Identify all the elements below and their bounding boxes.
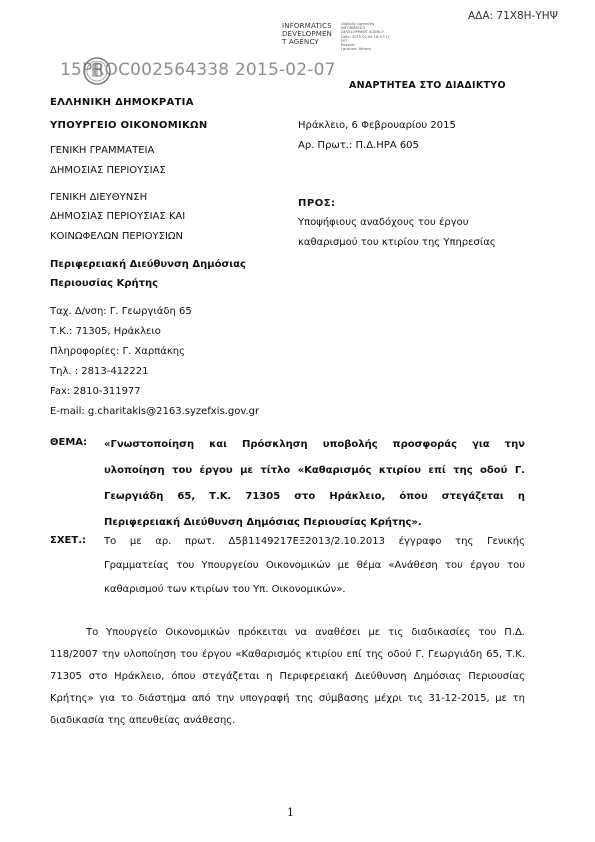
body-paragraph-text: Το Υπουργείο Οικονομικών πρόκειται να αναθέσει με τις διαδικασίες του Π.Δ. 118/2007 την υλοποίηση του έργου «Καθαρισμός κτιρίου επί της οδού Γ. Γεωργιάδη 65, Τ.Κ. 71305 στο Ηράκλειο, όπου στεγάζεται η Περιφερειακή Διεύθυνση Δημόσιας Περιουσίας Κρήτης» για το διάστημα από την υπογραφή της σύμβασης μέχρι τις 31-12-2015, με τη διαδικασία της απευθείας ανάθεσης. xyxy=(50,627,525,726)
protocol-stamp: 15PROC002564338 2015-02-07 xyxy=(60,60,336,80)
recipient-line: Υποψήφιους αναδόχους του έργου xyxy=(298,217,469,228)
body-paragraph xyxy=(50,622,525,732)
subject-line: Περιφερειακή Διεύθυνση Δημόσιας Περιουσίας Κρήτης». xyxy=(104,517,422,528)
regional-office: Περιφερειακή Διεύθυνση Δημόσιας xyxy=(50,259,246,270)
signature-detail-line: Reason: xyxy=(341,43,356,48)
subject-line: υλοποίηση του έργου με τίτλο «Καθαρισμός κτιρίου επί της οδού Γ. xyxy=(104,465,525,476)
signature-details xyxy=(341,22,390,51)
signature-detail-line: Date: 2015.02.06 16:57:17 xyxy=(341,34,390,39)
ministry-heading: ΥΠΟΥΡΓΕΙΟ ΟΙΚΟΝΟΜΙΚΩΝ xyxy=(50,120,208,131)
signature-detail-line: EET xyxy=(341,38,348,43)
reference-text xyxy=(104,530,525,602)
page-number: 1 xyxy=(287,806,294,819)
signature-title xyxy=(282,22,332,46)
country-heading: ΕΛΛΗΝΙΚΗ ΔΗΜΟΚΡΑΤΙΑ xyxy=(50,97,194,108)
posting-label: ΑΝΑΡΤΗΤΕΑ ΣΤΟ ΔΙΑΔΙΚΤΥΟ xyxy=(349,80,506,91)
greek-emblem-icon xyxy=(82,56,112,86)
signature-title-line: T AGENCY xyxy=(282,38,319,46)
signature-title-line: DEVELOPMEN xyxy=(282,30,333,38)
protocol-number: Αρ. Πρωτ.: Π.Δ.ΗΡΑ 605 xyxy=(298,140,419,151)
subject-label: ΘΕΜΑ: xyxy=(50,437,88,448)
secretariat-line: ΔΗΜΟΣΙΑΣ ΠΕΡΙΟΥΣΙΑΣ xyxy=(50,165,166,176)
regional-office: Περιουσίας Κρήτης xyxy=(50,278,159,289)
directorate-line: ΓΕΝΙΚΗ ΔΙΕΥΘΥΝΣΗ xyxy=(50,192,148,203)
signature-title-line: INFORMATICS xyxy=(282,22,332,30)
subject-line: «Γνωστοποίηση και Πρόσκληση υποβολής προσφοράς για την xyxy=(104,439,525,450)
reference-line: Το με αρ. πρωτ. Δ5β1149217ΕΞ2013/2.10.2013 έγγραφο της Γενικής xyxy=(104,536,525,547)
reference-line: καθαρισμού των κτιρίων του Υπ. Οικονομικών». xyxy=(104,584,346,595)
contact-address: Ταχ. Δ/νση: Γ. Γεωργιάδη 65 xyxy=(50,306,192,317)
signature-detail-line: Location: Athens xyxy=(341,47,371,52)
signature-detail-line: DEVELOPMENT AGENCY xyxy=(341,30,384,35)
contact-info-person: Πληροφορίες: Γ. Χαρπάκης xyxy=(50,346,185,357)
signature-detail-line: Digitally signed by xyxy=(341,22,375,26)
reference-line: Γραμματείας του Υπουργείου Οικονομικών με θέμα «Ανάθεση του έργου του xyxy=(104,560,525,571)
contact-fax: Fax: 2810-311977 xyxy=(50,386,141,397)
date-line: Ηράκλειο, 6 Φεβρουαρίου 2015 xyxy=(298,120,456,131)
recipient-label: ΠΡΟΣ: xyxy=(298,198,336,209)
reference-label: ΣΧΕΤ.: xyxy=(50,535,86,546)
contact-postcode: Τ.Κ.: 71305, Ηράκλειο xyxy=(50,326,161,337)
contact-phone: Τηλ. : 2813-412221 xyxy=(50,366,149,377)
subject-text xyxy=(104,432,525,536)
directorate-line: ΚΟΙΝΩΦΕΛΩΝ ΠΕΡΙΟΥΣΙΩΝ xyxy=(50,231,184,242)
signature-detail-line: INFORMATICS xyxy=(341,26,366,31)
contact-email[interactable]: E-mail: g.charitakis@2163.syzefxis.gov.gr xyxy=(50,406,260,417)
recipient-line: καθαρισμού του κτιρίου της Υπηρεσίας xyxy=(298,237,496,248)
ada-code: ΑΔΑ: 71Χ8Η-ΥΗΨ xyxy=(468,10,558,22)
subject-line: Γεωργιάδη 65, Τ.Κ. 71305 στο Ηράκλειο, όπου στεγάζεται η xyxy=(104,491,525,502)
directorate-line: ΔΗΜΟΣΙΑΣ ΠΕΡΙΟΥΣΙΑΣ ΚΑΙ xyxy=(50,211,186,222)
secretariat-line: ΓΕΝΙΚΗ ΓΡΑΜΜΑΤΕΙΑ xyxy=(50,145,155,156)
